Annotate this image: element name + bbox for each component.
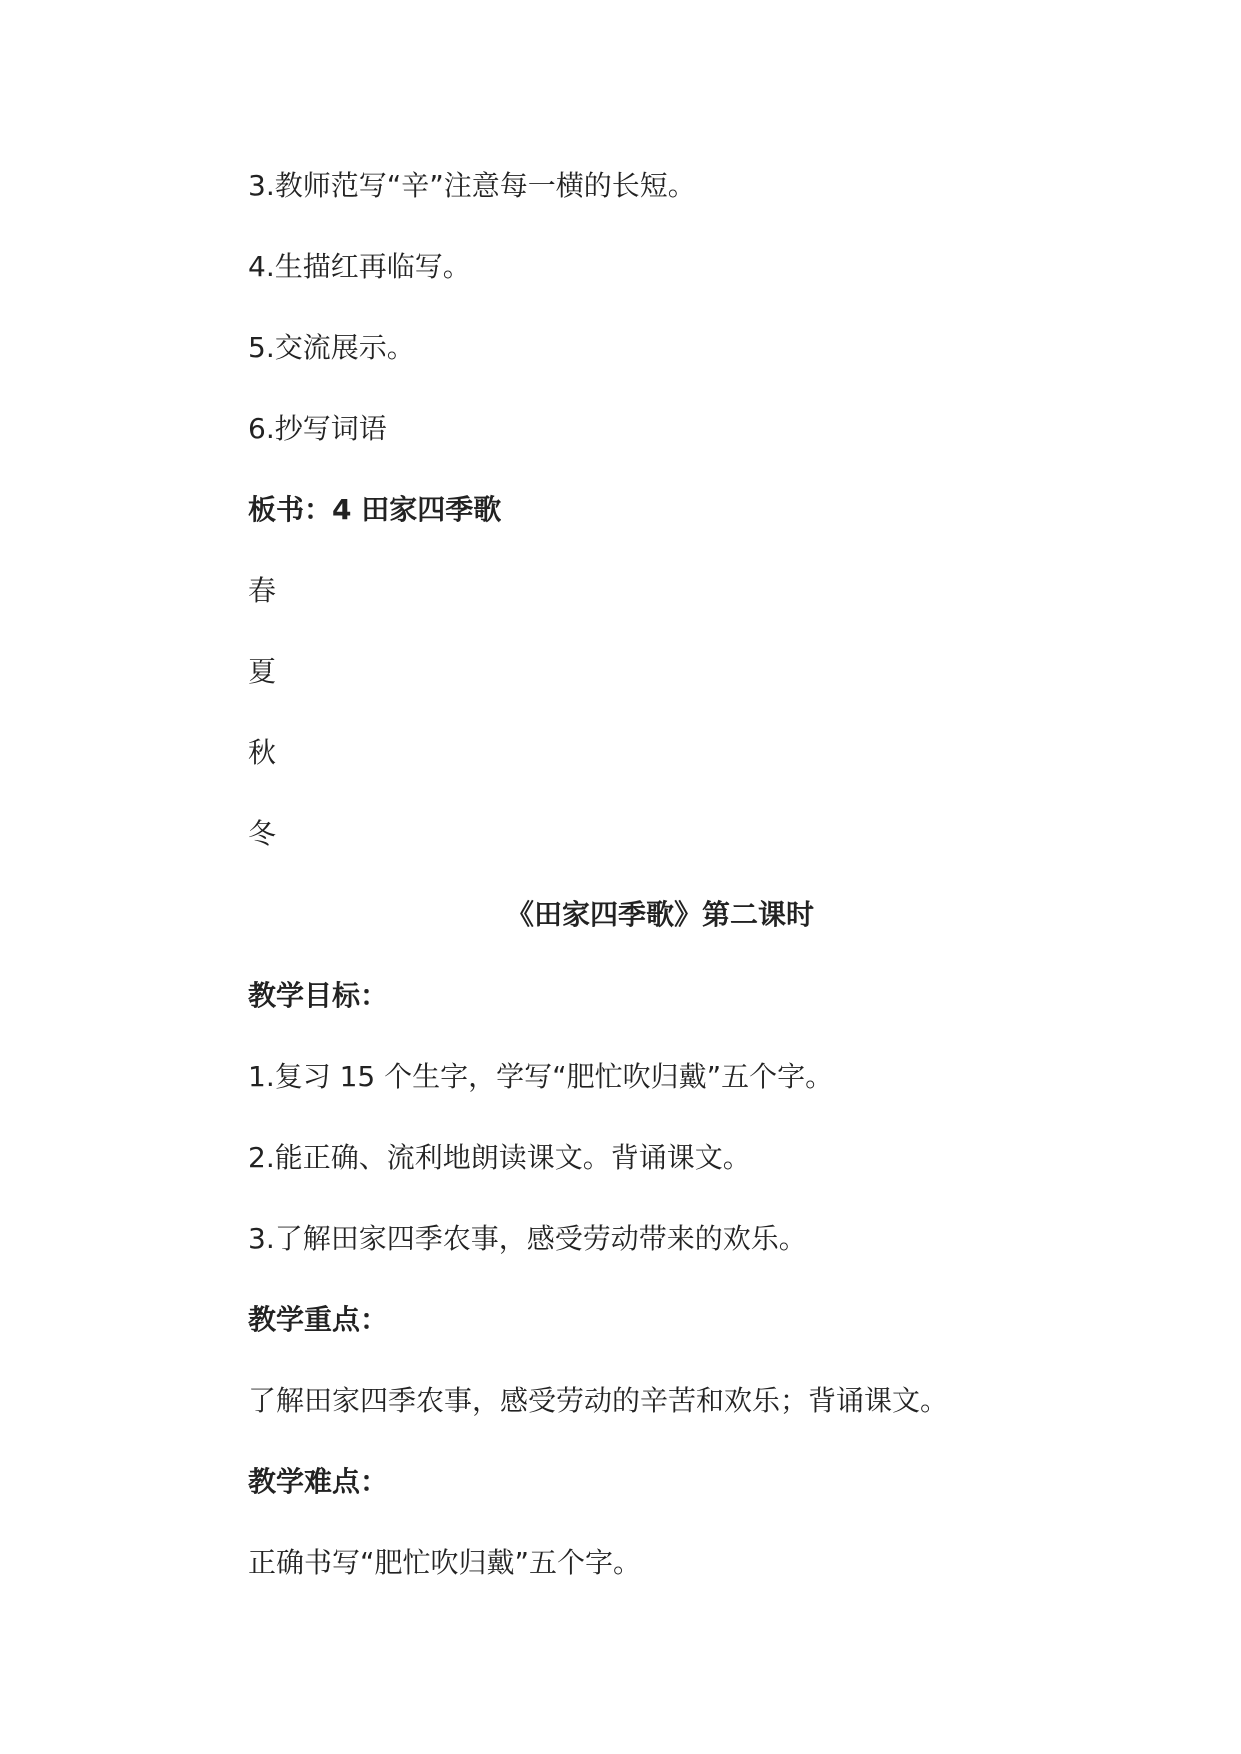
focus-heading: 教学重点：: [248, 1303, 389, 1336]
lesson-title: 《田家四季歌》第二课时: [505, 898, 814, 931]
step-5-text: 5.交流展示。: [248, 331, 415, 364]
step-4-text: 4.生描红再临写。: [248, 250, 471, 283]
difficulty-text: 正确书写“肥忙吹归戴”五个字。: [248, 1546, 642, 1579]
focus-text: 了解田家四季农事，感受劳动的辛苦和欢乐；背诵课文。: [248, 1384, 949, 1417]
goal-3: 3.了解田家四季农事，感受劳动带来的欢乐。: [248, 1222, 807, 1255]
goal-2: 2.能正确、流利地朗读课文。背诵课文。: [248, 1141, 751, 1174]
goals-heading: 教学目标：: [248, 979, 389, 1012]
goal-1: 1.复习 15 个生字，学写“肥忙吹归戴”五个字。: [248, 1060, 834, 1093]
season-spring: 春: [248, 574, 277, 607]
season-autumn: 秋: [248, 736, 277, 769]
difficulty-heading: 教学难点：: [248, 1465, 389, 1498]
step-3-text: 3.教师范写“辛”注意每一横的长短。: [248, 169, 696, 202]
step-6-text: 6.抄写词语: [248, 412, 387, 445]
season-winter: 冬: [248, 817, 277, 850]
season-summer: 夏: [248, 655, 277, 688]
blackboard-heading: 板书：4 田家四季歌: [248, 493, 502, 526]
